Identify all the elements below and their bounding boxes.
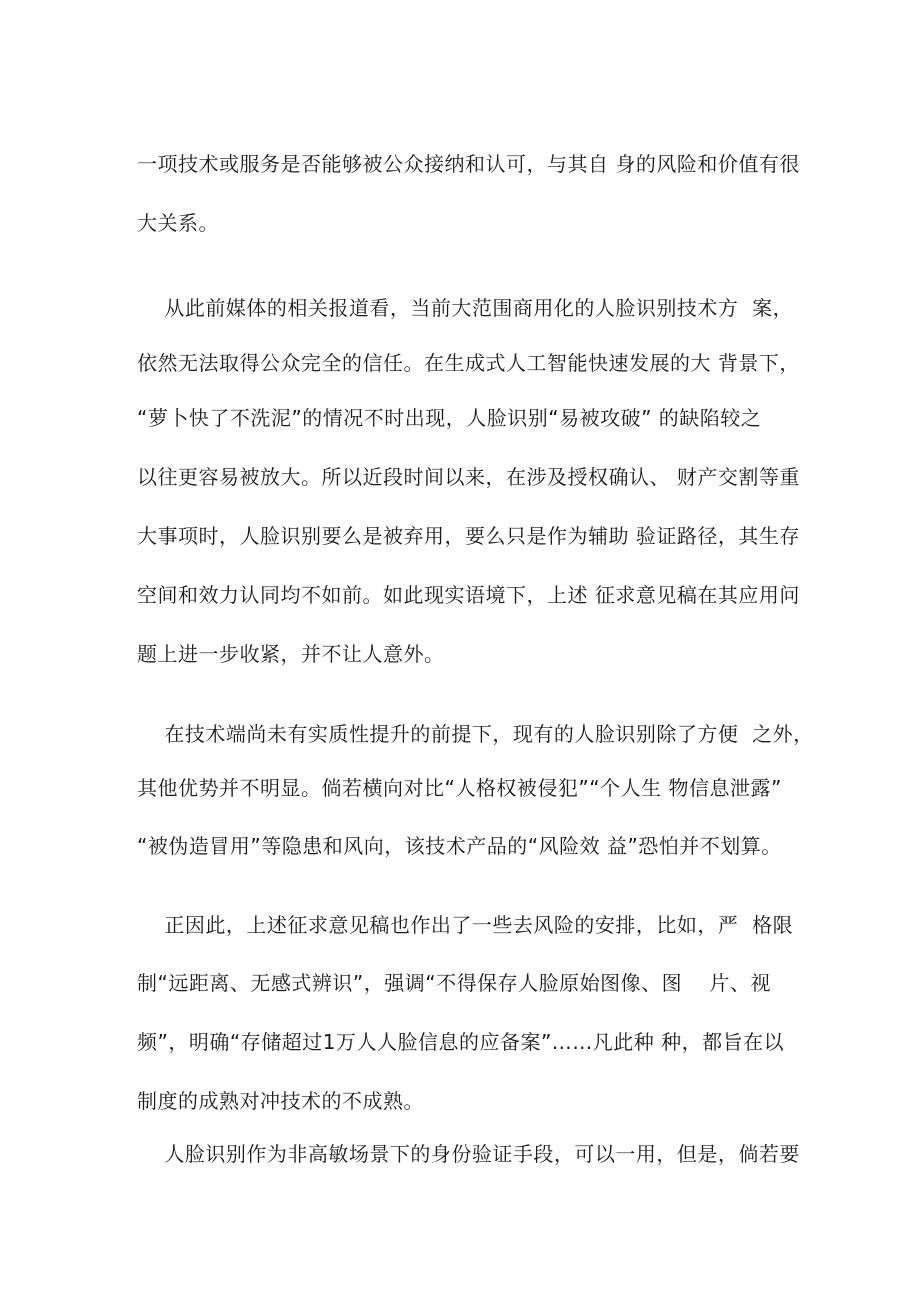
text-line: 大事项时，人脸识别要么是被弃用，要么只是作为辅助 验证路径，其生存 [137,524,800,548]
text-line: 制度的成熟对冲技术的不成熟。 [137,1089,424,1113]
text-line: 题上进一步收紧，并不让人意外。 [137,642,445,666]
text-line: 人脸识别作为非高敏场景下的身份验证手段，可以一用，但是，倘若要 [137,1142,800,1166]
text-line: 其他优势并不明显。倘若横向对比“人格权被侵犯”“个人生 物信息泄露” [137,776,782,800]
text-line: “萝卜快了不洗泥”的情况不时出现，人脸识别“易被攻破” 的缺陷较之 [137,406,762,430]
text-line: 以往更容易被放大。所以近段时间以来，在涉及授权确认、 财产交割等重 [137,465,800,489]
text-line: 大关系。 [137,211,219,235]
text-line: 一项技术或服务是否能够被公众接纳和认可，与其自 身的风险和价值有很 [137,152,800,176]
text-line: 正因此，上述征求意见稿也作出了一些去风险的安排，比如，严 格限 [137,913,794,937]
text-line: 从此前媒体的相关报道看，当前大范围商用化的人脸识别技术方 案， [137,296,794,320]
text-line: 依然无法取得公众完全的信任。在生成式人工智能快速发展的大 背景下， [137,351,800,375]
text-line: 在技术端尚未有实质性提升的前提下，现有的人脸识别除了方便 之外， [137,722,814,746]
text-line: 频”，明确“存储超过1万人人脸信息的应备案”……凡此种 种，都旨在以 [137,1030,785,1054]
text-line: “被伪造冒用”等隐患和风向，该技术产品的“风险效 益”恐怕并不划算。 [137,834,782,858]
text-line: 制“远距离、无感式辨识”，强调“不得保存人脸原始图像、图 片、视 [137,971,772,995]
text-line: 空间和效力认同均不如前。如此现实语境下，上述 征求意见稿在其应用问 [137,583,800,607]
